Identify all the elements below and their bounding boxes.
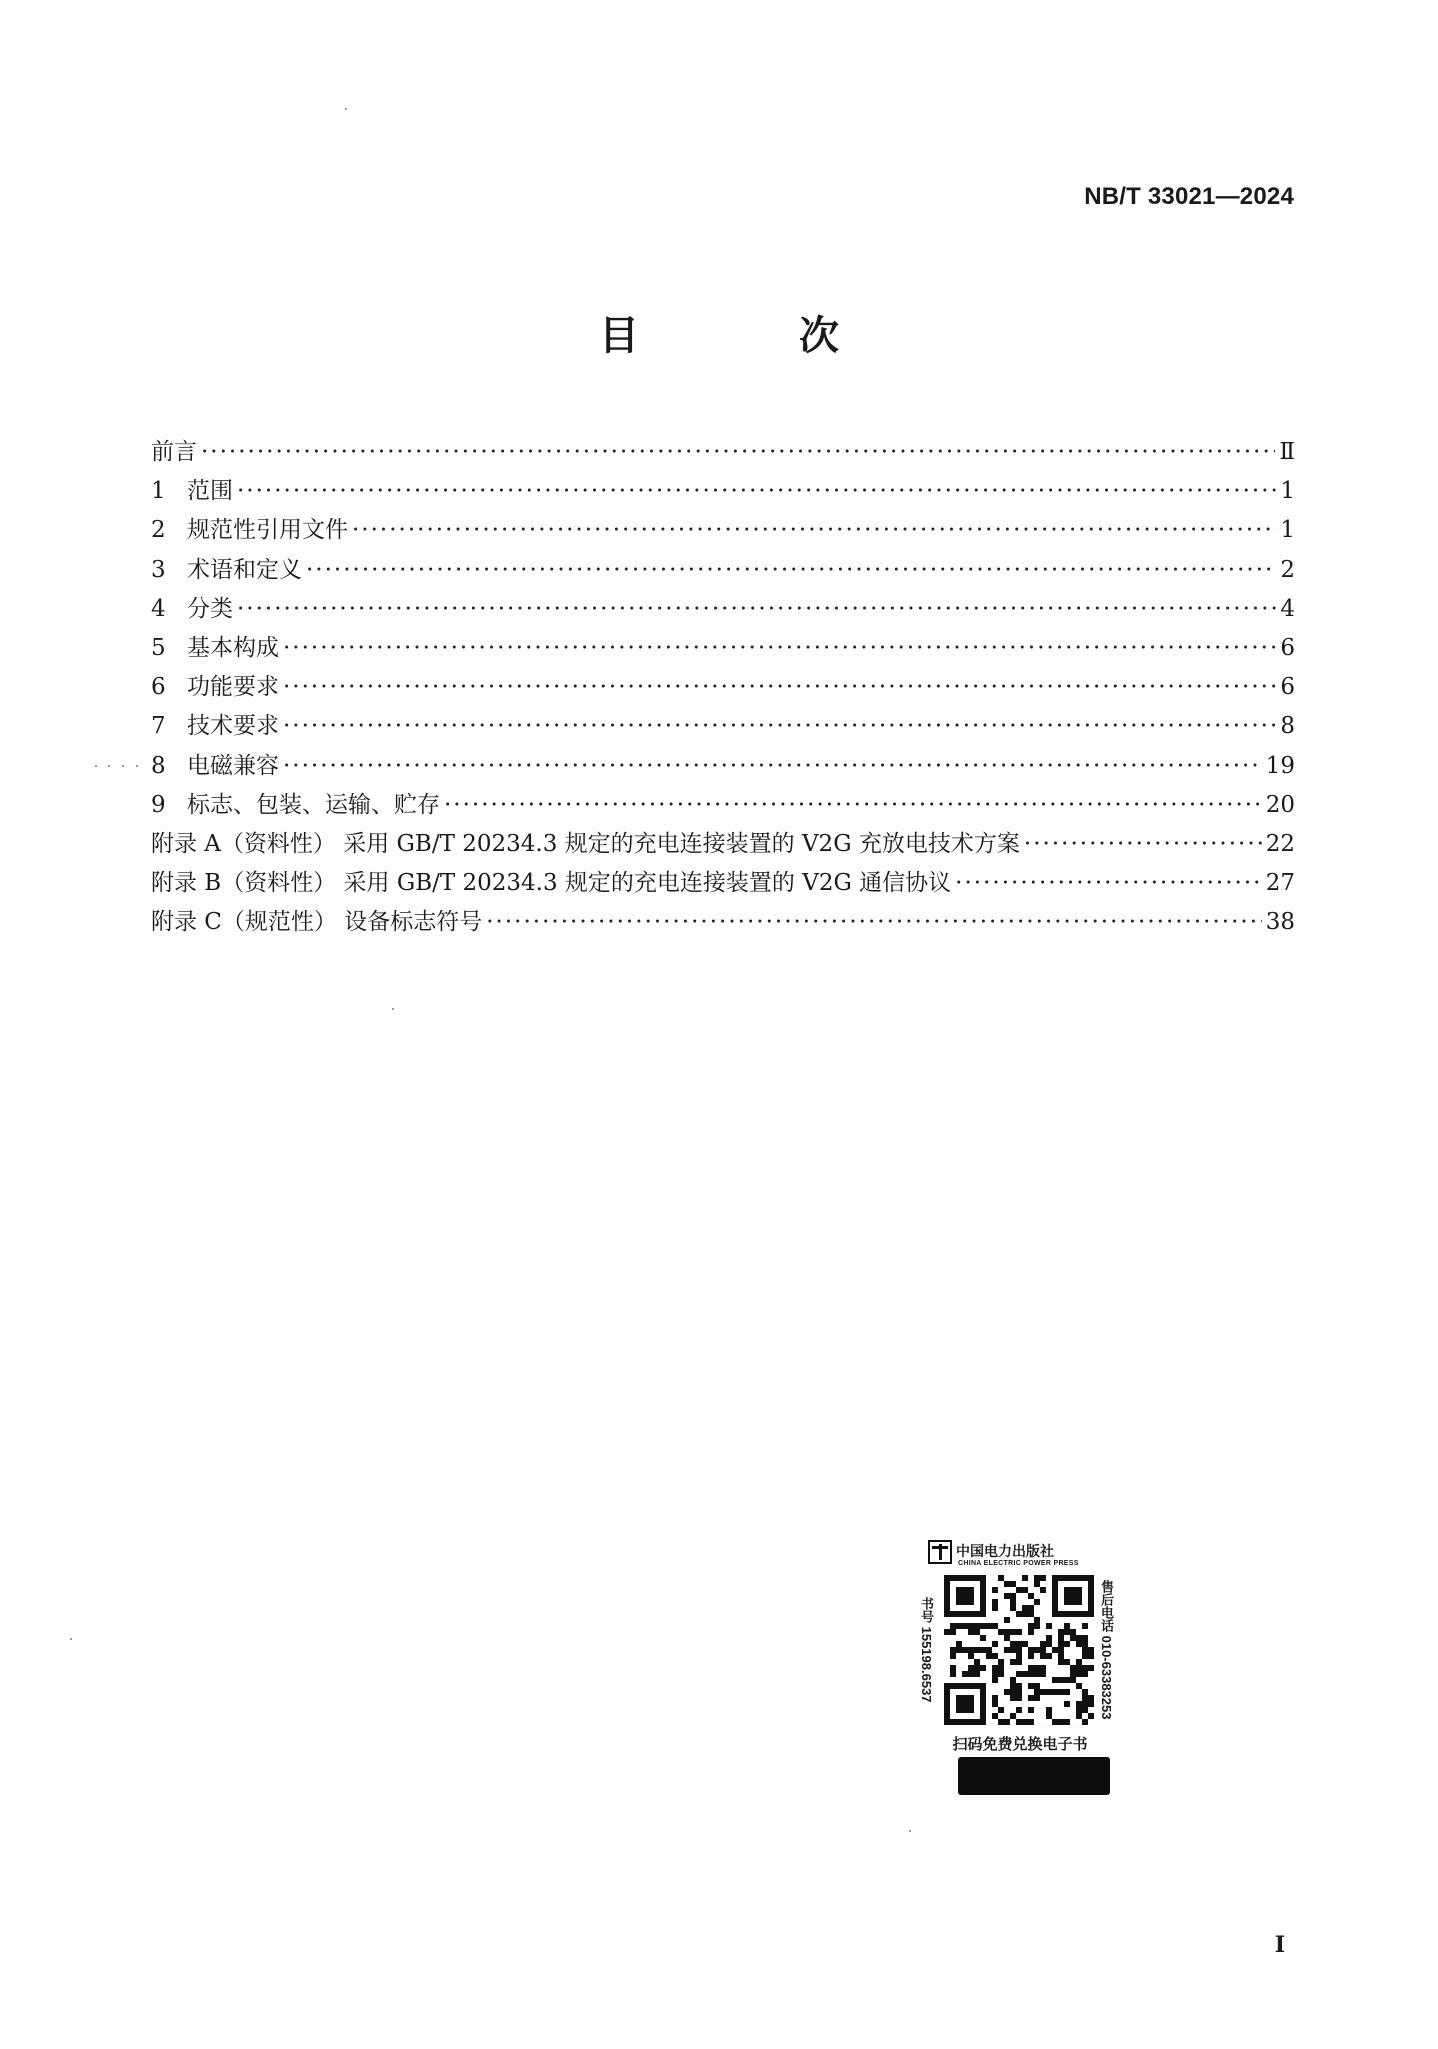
standard-code: NB/T 33021—2024	[1084, 183, 1294, 210]
toc-leader-dots	[237, 472, 1276, 511]
toc-leader-dots	[352, 511, 1276, 550]
toc-entry-label: 技术要求	[187, 713, 279, 740]
toc-entry-number: 2	[151, 517, 166, 544]
scan-speck	[95, 765, 97, 767]
toc-entry-number: 7	[151, 713, 166, 740]
toc-entry-label: 术语和定义	[187, 556, 302, 583]
toc-entry-label: 前言	[151, 439, 197, 465]
toc-entry-label: 基本构成	[187, 634, 279, 661]
toc-leader-dots	[486, 903, 1261, 942]
toc-entry-page: 1	[1280, 478, 1295, 505]
toc-entry-number: 4	[151, 595, 166, 622]
toc-entry-label: 规范性引用文件	[187, 517, 348, 544]
service-phone: 售后电话 010-63383253	[1099, 1580, 1114, 1720]
toc-entry[interactable]	[151, 551, 1295, 590]
toc-leader-dots	[283, 668, 1276, 707]
toc-entry-page: 20	[1265, 791, 1295, 818]
publisher-name-en: CHINA ELECTRIC POWER PRESS	[958, 1560, 1079, 1567]
publisher-name: 中国电力出版社	[956, 1544, 1054, 1560]
toc-entry-page: 1	[1280, 517, 1295, 544]
toc-entry-page: 22	[1265, 830, 1295, 857]
toc-leader-dots	[955, 864, 1262, 903]
toc-entry-label: 范围	[187, 478, 233, 505]
qr-code-icon[interactable]	[944, 1575, 1094, 1725]
toc-entry[interactable]	[151, 629, 1295, 668]
toc-entry[interactable]	[151, 903, 1295, 942]
toc-entry-page: 6	[1280, 674, 1295, 701]
toc-entry-label: 附录 A（资料性） 采用 GB/T 20234.3 规定的充电连接装置的 V2G 充放电技术方案	[151, 830, 1020, 857]
toc-entry-number: 8	[151, 752, 166, 779]
qr-sticker	[919, 1533, 1118, 1795]
toc-entry[interactable]	[151, 590, 1295, 629]
scan-instruction: 扫码免费兑换电子书	[952, 1735, 1088, 1753]
toc-entry[interactable]	[151, 511, 1295, 550]
toc-entry[interactable]	[151, 747, 1295, 786]
toc-entry-label: 功能要求	[187, 674, 279, 701]
scan-speck	[392, 1008, 394, 1010]
redaction-bar	[958, 1757, 1110, 1795]
toc-entry[interactable]	[151, 668, 1295, 707]
toc-entry-number: 1	[151, 478, 166, 505]
toc-entry-page: 27	[1265, 870, 1295, 897]
toc-entry-page: 38	[1265, 909, 1295, 936]
scan-speck	[108, 765, 110, 767]
toc-entry-page: 19	[1265, 752, 1295, 779]
toc-entry-label: 电磁兼容	[187, 752, 279, 779]
toc-leader-dots	[237, 590, 1276, 629]
toc-entry[interactable]	[151, 433, 1295, 472]
page-number: I	[1274, 1932, 1285, 1958]
scan-speck	[909, 1830, 911, 1832]
toc-entry[interactable]	[151, 472, 1295, 511]
toc-entry-page: 6	[1280, 634, 1295, 661]
toc-entry-page: Ⅱ	[1279, 439, 1295, 465]
toc-entry-number: 9	[151, 791, 166, 818]
toc-entry-number: 5	[151, 634, 166, 661]
table-of-contents	[151, 433, 1295, 942]
toc-entry-number: 3	[151, 556, 166, 583]
toc-leader-dots	[201, 433, 1275, 472]
scan-speck	[70, 1638, 72, 1640]
toc-entry-page: 2	[1280, 556, 1295, 583]
toc-leader-dots	[283, 629, 1276, 668]
toc-leader-dots	[306, 551, 1276, 590]
publisher-logo-icon	[928, 1540, 952, 1564]
scan-speck	[345, 108, 347, 110]
toc-title: 目 次	[599, 313, 899, 359]
toc-leader-dots	[283, 707, 1276, 746]
toc-entry-number: 6	[151, 674, 166, 701]
toc-entry-label: 附录 C（规范性） 设备标志符号	[151, 909, 483, 936]
book-number: 书号 155198.6537	[919, 1597, 934, 1703]
toc-entry-label: 附录 B（资料性） 采用 GB/T 20234.3 规定的充电连接装置的 V2G 通信协议	[151, 870, 952, 897]
toc-entry[interactable]	[151, 864, 1295, 903]
scan-speck	[136, 765, 138, 767]
toc-entry-label: 分类	[187, 595, 233, 622]
toc-entry-label: 标志、包装、运输、贮存	[187, 791, 440, 818]
toc-entry-page: 8	[1280, 713, 1295, 740]
toc-leader-dots	[283, 747, 1262, 786]
scan-speck	[122, 765, 124, 767]
toc-entry-page: 4	[1280, 595, 1295, 622]
toc-entry[interactable]	[151, 707, 1295, 746]
toc-leader-dots	[1024, 825, 1262, 864]
toc-leader-dots	[444, 786, 1262, 825]
toc-entry[interactable]	[151, 825, 1295, 864]
toc-entry[interactable]	[151, 786, 1295, 825]
